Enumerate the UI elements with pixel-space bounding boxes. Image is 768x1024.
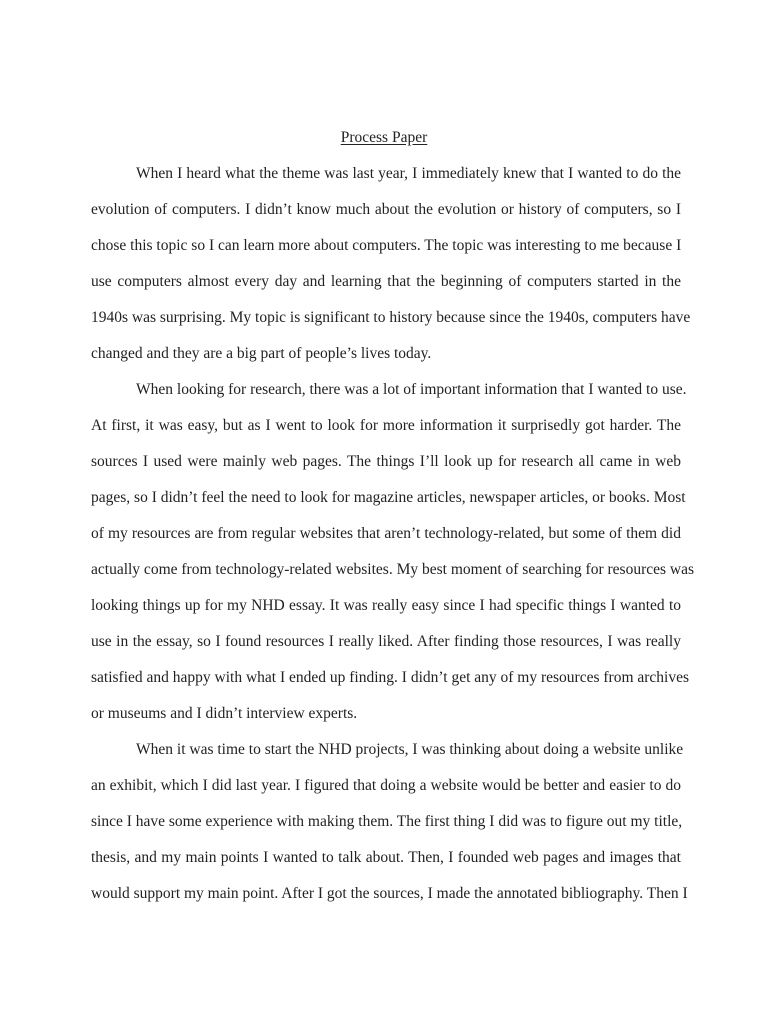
paragraph-line: an exhibit, which I did last year. I figured that doing a website would be better and easier to do	[91, 777, 681, 794]
paragraph-line: use computers almost every day and learning that the beginning of computers started in the	[91, 273, 681, 290]
paragraph-line: sources I used were mainly web pages. The things I’ll look up for research all came in web	[91, 453, 681, 470]
paragraph-line: pages, so I didn’t feel the need to look for magazine articles, newspaper articles, or books. Most	[91, 489, 686, 506]
paragraph-line: When I heard what the theme was last year, I immediately knew that I wanted to do the	[136, 165, 681, 182]
paragraph-line: When looking for research, there was a lot of important information that I wanted to use.	[136, 381, 687, 398]
paragraph-line: actually come from technology-related websites. My best moment of searching for resources was	[91, 561, 695, 578]
page-title: Process Paper	[340, 129, 428, 146]
paragraph-line: use in the essay, so I found resources I really liked. After finding those resources, I was really	[91, 633, 681, 650]
paragraph-line: of my resources are from regular websites that aren’t technology-related, but some of them did	[91, 525, 681, 542]
paragraph-line: 1940s was surprising. My topic is significant to history because since the 1940s, computers have	[91, 309, 691, 326]
paragraph-line: since I have some experience with making them. The first thing I did was to figure out my title,	[91, 813, 683, 830]
paragraph-line: would support my main point. After I got the sources, I made the annotated bibliography. Then I	[91, 885, 688, 902]
paragraph-line: chose this topic so I can learn more about computers. The topic was interesting to me because I	[91, 237, 682, 254]
paragraph-line: satisfied and happy with what I ended up finding. I didn’t get any of my resources from archives	[91, 669, 690, 686]
document-body	[91, 162, 695, 918]
paragraph-line: or museums and I didn’t interview experts.	[91, 705, 358, 722]
paragraph-line: At first, it was easy, but as I went to look for more information it surprisedly got harder. The	[91, 417, 681, 434]
paragraph-line: When it was time to start the NHD projects, I was thinking about doing a website unlike	[136, 741, 684, 758]
paragraph-line: thesis, and my main points I wanted to talk about. Then, I founded web pages and images that	[91, 849, 681, 866]
paragraph-line: evolution of computers. I didn’t know much about the evolution or history of computers, so I	[91, 201, 681, 218]
paragraph-line: changed and they are a big part of people’s lives today.	[91, 345, 432, 362]
paragraph-line: looking things up for my NHD essay. It was really easy since I had specific things I wanted to	[91, 597, 681, 614]
